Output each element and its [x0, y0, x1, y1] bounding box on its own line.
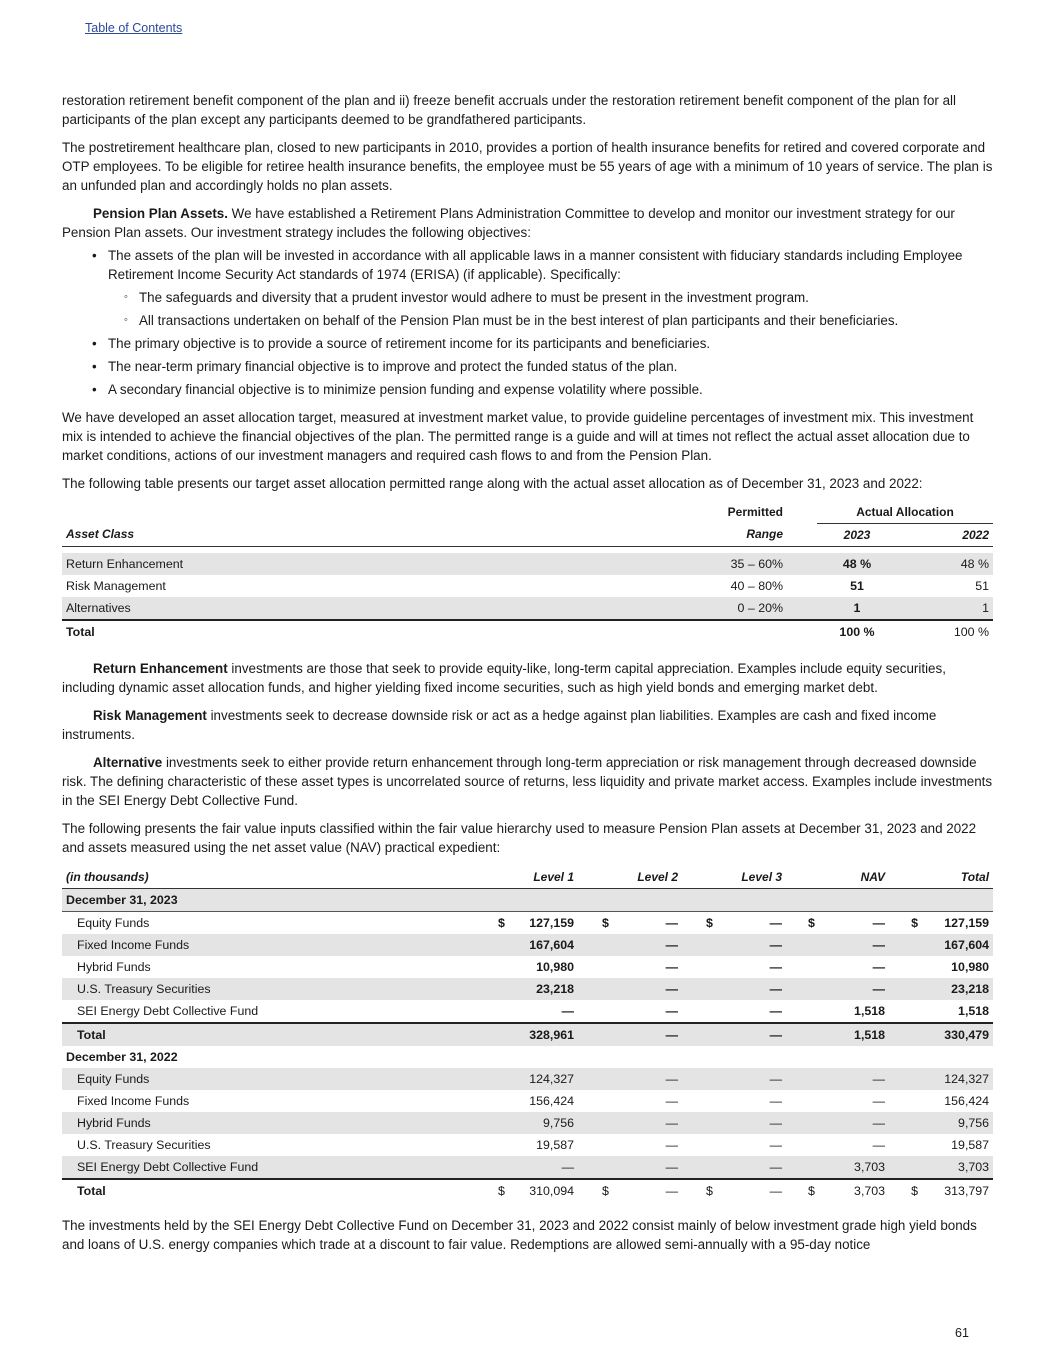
- paragraph: [62, 753, 993, 810]
- asset-allocation-table: [62, 501, 993, 643]
- row-label: SEI Energy Debt Collective Fund: [77, 1003, 259, 1018]
- value-l2: —: [665, 1003, 679, 1018]
- total-row: [62, 620, 993, 643]
- value-l2: —: [640, 1068, 682, 1090]
- row-label: Total: [62, 1179, 490, 1202]
- table-row: [62, 1090, 993, 1112]
- value-total: 9,756: [940, 1112, 993, 1134]
- total-2023: 100 %: [817, 620, 897, 643]
- list-item: • A secondary financial objective is to minimize pension funding and expense volatility where possible.: [62, 380, 993, 399]
- section-header: [62, 889, 993, 912]
- value-nav: —: [848, 934, 889, 956]
- row-label: Fixed Income Funds: [62, 934, 490, 956]
- fair-value-table: [62, 866, 993, 1202]
- value-l3: —: [744, 1112, 786, 1134]
- range: 40 – 80%: [730, 578, 783, 593]
- row-label: Equity Funds: [77, 915, 150, 930]
- value-nav: 3,703: [848, 1179, 889, 1202]
- row-label: U.S. Treasury Securities: [77, 1137, 211, 1152]
- header-level-2: Level 2: [578, 866, 682, 889]
- value-l3: —: [769, 1137, 783, 1152]
- value-total: 124,327: [940, 1068, 993, 1090]
- row-label: Hybrid Funds: [62, 1112, 490, 1134]
- paragraph: The following presents the fair value inputs classified within the fair value hierarchy used to measure Pension Plan assets at December 31, 2023 and 2022 and assets measured using the net asset value (NAV) practical expedient:: [62, 821, 977, 855]
- value-nav: —: [848, 978, 889, 1000]
- value-l3: —: [744, 934, 786, 956]
- value-nav: 3,703: [848, 1156, 889, 1179]
- paragraph: The following table presents our target asset allocation permitted range along with the actual asset allocation as of December 31, 2023 and 2022:: [62, 476, 923, 491]
- table-row: [62, 1068, 993, 1090]
- value-l1: 167,604: [520, 934, 578, 956]
- currency-symbol: $: [808, 915, 815, 930]
- currency-symbol: $: [808, 1183, 815, 1198]
- row-label: U.S. Treasury Securities: [62, 978, 490, 1000]
- asset-class: Alternatives: [62, 597, 662, 620]
- value-nav: —: [872, 915, 886, 930]
- value-nav: —: [848, 1068, 889, 1090]
- lead-in: Pension Plan Assets.: [93, 206, 228, 221]
- table-row: [62, 978, 993, 1000]
- value-l1: 9,756: [520, 1112, 578, 1134]
- header-level-3: Level 3: [682, 866, 786, 889]
- table-row: [62, 1156, 993, 1179]
- asset-class: Risk Management: [66, 578, 166, 593]
- total-2022: 100 %: [897, 620, 993, 643]
- paragraph: [62, 706, 993, 744]
- paragraph: We have developed an asset allocation target, measured at investment market value, to provide guideline percentages of investment mix. This investment mix is intended to achieve the financial objectives of the plan. The permitted range is a guide and will at times not reflect the actual asset allocation due to market conditions, actions of our investment managers and required cash flows to and from the Pension Plan.: [62, 410, 974, 463]
- range: 0 – 20%: [662, 597, 787, 620]
- lead-in: Return Enhancement: [93, 661, 228, 676]
- section-title: December 31, 2023: [62, 889, 993, 912]
- header-total: Total: [889, 866, 993, 889]
- list-item: • The assets of the plan will be invested in accordance with all applicable laws in a manner consistent with fiduciary standards including Employee Retirement Income Security Act standards of 1974 (ERISA) (if applicable). Specifically:: [62, 246, 993, 284]
- value-l2: —: [640, 1179, 682, 1202]
- header-asset-class: Asset Class: [62, 524, 662, 547]
- paragraph-text: investments seek to either provide return enhancement through long-term appreciation or risk management through decreased downside risk. The defining characteristic of these asset types is uncorrelated source of returns, less liquidity and private market access. Examples include investments in the SEI Energy Debt Collective Fund.: [62, 755, 993, 808]
- header-nav: NAV: [786, 866, 889, 889]
- value-l2: —: [640, 934, 682, 956]
- table-row: [62, 1000, 993, 1023]
- currency-symbol: $: [911, 915, 918, 930]
- value-l1: 310,094: [520, 1179, 578, 1202]
- paragraph-text: investments are those that seek to provide equity-like, long-term capital appreciation. Examples include equity securities, including dynamic asset allocation funds, and higher yielding fixed income securities, such as high yield bonds and emerging market debt.: [62, 661, 946, 695]
- value-2022: 51: [975, 578, 990, 593]
- currency-symbol: $: [706, 915, 713, 930]
- value-l3: —: [769, 1003, 783, 1018]
- value-nav: —: [872, 959, 886, 974]
- value-l1: 23,218: [520, 978, 578, 1000]
- value-total: 1,518: [958, 1003, 990, 1018]
- value-total: 127,159: [944, 915, 990, 930]
- value-l1: 124,327: [520, 1068, 578, 1090]
- value-l2: —: [640, 1023, 682, 1046]
- paragraph: restoration retirement benefit component of the plan and ii) freeze benefit accruals under the restoration retirement benefit component of the plan for all participants of the plan except any participants deemed to be grandfathered participants.: [62, 93, 956, 127]
- header-level-1: Level 1: [490, 866, 578, 889]
- value-l3: —: [769, 915, 783, 930]
- range: 35 – 60%: [662, 553, 787, 575]
- table-row: [62, 912, 993, 935]
- table-row: [62, 956, 993, 978]
- asset-class: Return Enhancement: [62, 553, 662, 575]
- value-nav: —: [872, 1093, 886, 1108]
- value-l2: —: [665, 915, 679, 930]
- value-l2: —: [640, 1156, 682, 1179]
- value-l1: 19,587: [536, 1137, 575, 1152]
- value-l2: —: [640, 978, 682, 1000]
- row-label: SEI Energy Debt Collective Fund: [62, 1156, 490, 1179]
- value-nav: 1,518: [854, 1003, 886, 1018]
- value-total: 313,797: [940, 1179, 993, 1202]
- value-l3: —: [769, 1093, 783, 1108]
- value-l1: —: [561, 1003, 575, 1018]
- header-2022: 2022: [897, 524, 993, 547]
- paragraph: [62, 204, 993, 242]
- value-total: 19,587: [951, 1137, 990, 1152]
- value-2022: 48 %: [897, 553, 993, 575]
- value-l2: —: [665, 1137, 679, 1152]
- value-l3: —: [744, 1068, 786, 1090]
- value-l3: —: [744, 1023, 786, 1046]
- header-units: (in thousands): [62, 866, 490, 889]
- header-actual-allocation: Actual Allocation: [817, 501, 993, 524]
- row-label: Equity Funds: [62, 1068, 490, 1090]
- currency-symbol: $: [911, 1183, 918, 1198]
- total-row: [62, 1023, 993, 1046]
- paragraph: The investments held by the SEI Energy Debt Collective Fund on December 31, 2023 and 2022 consist mainly of below investment grade high yield bonds and loans of U.S. energy companies which trade at a discount to fair value. Redemptions are allowed semi-annually with a 95-day notice: [62, 1218, 977, 1252]
- value-total: 10,980: [951, 959, 990, 974]
- table-of-contents-link[interactable]: Table of Contents: [85, 21, 183, 35]
- total-row: [62, 1179, 993, 1202]
- lead-in: Risk Management: [93, 708, 207, 723]
- table-row: [62, 1134, 993, 1156]
- list-item: ◦ The safeguards and diversity that a prudent investor would adhere to must be present in the investment program.: [62, 288, 993, 307]
- currency-symbol: $: [706, 1183, 713, 1198]
- value-total: 167,604: [940, 934, 993, 956]
- header-range: Range: [662, 524, 787, 547]
- currency-symbol: $: [498, 915, 505, 930]
- value-l1: 10,980: [536, 959, 575, 974]
- value-l1: —: [520, 1156, 578, 1179]
- page-number: 61: [955, 1326, 969, 1340]
- header-permitted: Permitted: [727, 504, 783, 519]
- value-l2: —: [665, 959, 679, 974]
- value-l3: —: [744, 978, 786, 1000]
- value-total: 330,479: [940, 1023, 993, 1046]
- body-text: [62, 91, 993, 1263]
- value-l2: —: [640, 1112, 682, 1134]
- value-nav: 1,518: [848, 1023, 889, 1046]
- currency-symbol: $: [602, 1183, 609, 1198]
- value-l2: —: [665, 1093, 679, 1108]
- currency-symbol: $: [602, 915, 609, 930]
- list-item: ◦ All transactions undertaken on behalf of the Pension Plan must be in the best interest of plan participants and their beneficiaries.: [62, 311, 993, 330]
- value-nav: —: [848, 1112, 889, 1134]
- header-2023: 2023: [817, 524, 897, 547]
- value-l3: —: [744, 1179, 786, 1202]
- value-2023: 48 %: [817, 553, 897, 575]
- objectives-list: [62, 246, 993, 399]
- paragraph-text: investments seek to decrease downside risk or act as a hedge against plan liabilities. Examples are cash and fixed income instruments.: [62, 708, 937, 742]
- table-row: [62, 1112, 993, 1134]
- table-row: [62, 934, 993, 956]
- list-item: • The primary objective is to provide a source of retirement income for its participants and beneficiaries.: [62, 334, 993, 353]
- table-row: [62, 597, 993, 620]
- table-row: [62, 553, 993, 575]
- section-title: December 31, 2022: [66, 1049, 178, 1064]
- total-label: Total: [62, 620, 662, 643]
- table-row: [62, 575, 993, 597]
- value-total: 3,703: [940, 1156, 993, 1179]
- value-2023: 51: [850, 578, 864, 593]
- paragraph-text: We have established a Retirement Plans Administration Committee to develop and monitor our investment strategy for our Pension Plan assets. Our investment strategy includes the following objectives:: [62, 206, 955, 240]
- currency-symbol: $: [498, 1183, 505, 1198]
- lead-in: Alternative: [93, 755, 163, 770]
- value-total: 156,424: [944, 1093, 990, 1108]
- value-l1: 328,961: [520, 1023, 578, 1046]
- row-label: Hybrid Funds: [77, 959, 151, 974]
- section-header: [62, 1046, 993, 1068]
- value-2022: 1: [897, 597, 993, 620]
- value-l1: 127,159: [529, 915, 575, 930]
- paragraph: The postretirement healthcare plan, closed to new participants in 2010, provides a portion of health insurance benefits for retired and covered corporate and OTP employees. To be eligible for retiree health insurance benefits, the employee must be 55 years of age with a minimum of 10 years of service. The plan is an unfunded plan and accordingly holds no plan assets.: [62, 140, 993, 193]
- row-label: Fixed Income Funds: [77, 1093, 190, 1108]
- row-label: Total: [62, 1023, 490, 1046]
- value-2023: 1: [817, 597, 897, 620]
- value-l3: —: [744, 1156, 786, 1179]
- list-item: • The near-term primary financial objective is to improve and protect the funded status of the plan.: [62, 357, 993, 376]
- paragraph: [62, 659, 993, 697]
- value-l3: —: [769, 959, 783, 974]
- value-total: 23,218: [940, 978, 993, 1000]
- value-l1: 156,424: [529, 1093, 575, 1108]
- value-nav: —: [872, 1137, 886, 1152]
